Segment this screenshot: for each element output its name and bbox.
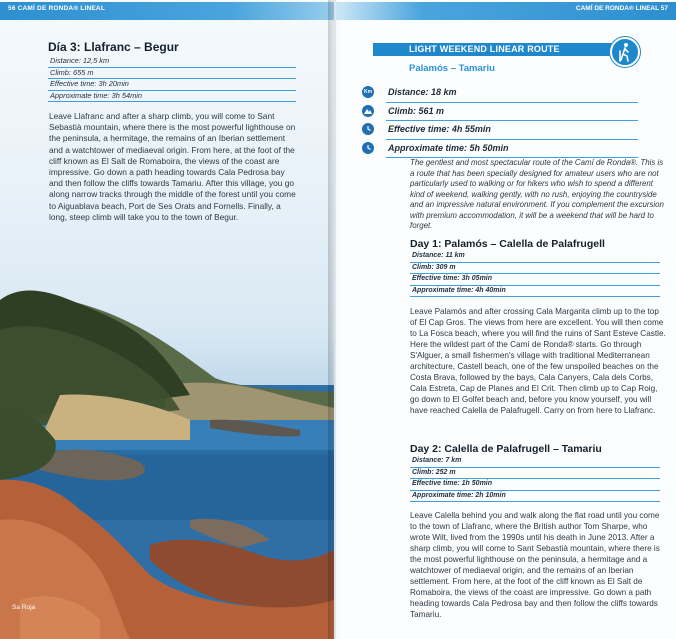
distance-icon: Km xyxy=(362,86,374,98)
summary-approximate-time: Approximate time: 5h 50min xyxy=(386,140,638,159)
summary-climb: Climb: 561 m xyxy=(386,103,638,122)
day1-title: Day 1: Palamós – Calella de Palafrugell xyxy=(410,238,605,250)
day3-approximate-time: Approximate time: 3h 54min xyxy=(48,91,296,103)
day2-effective-time: Effective time: 1h 50min xyxy=(410,479,660,491)
left-header-text: 56 CAMÍ DE RONDA® LINEAL xyxy=(8,5,105,12)
day3-description: Leave Llafranc and after a sharp climb, you will come to Sant Sebastià mountain, where there is the most powerful lighthouse on the peninsula, a hermitage, the remains of an Iberian settlement and a watchtower of mediaeval origin. From here, at the foot of the cliff known as El Salt de Romaboira, the views of the coast are impressive. Go down a path heading towards Cala Pedrosa bay and then follow the cliffs towards Tamariu. After this village, you go along narrow tracks through the middle of the forest until you come to Aiguablava beach, Port de Ses Orats and Fornells. Finally, a long, steep climb will take you to the town of Begur. xyxy=(49,111,296,222)
summary-effective-time: Effective time: 4h 55min xyxy=(386,121,638,140)
day1-description: Leave Palamós and after crossing Cala Margarita climb up to the top of El Cap Gros. The views from here are excellent. You will then come to La Fosca beach, where you will find the ruins of Sant Esteve Castle. Here the wildest part of the Camí de Ronda® starts. Go through S'Alguer, a small fishermen's village with traditional Mediterranean architecture, Castell beach, one of the few unspoiled beaches on the Costa Brava, followed by the bays, Cala Canyers, Cala dels Corbs, Cala Estreta, Cap de Planes and El Crit. Then climb up to Cap Roig, go down to El Golfet beach and, before you know yourself, you will have reached Calella de Palafrugell. Carry on from here to Llafranc. xyxy=(410,307,666,415)
clock-icon xyxy=(362,142,374,154)
book-gutter xyxy=(328,0,342,639)
route-summary xyxy=(363,84,638,158)
running-header-right xyxy=(336,2,676,20)
day2-approximate-time: Approximate time: 2h 10min xyxy=(410,491,660,503)
day3-title: Día 3: Llafranc – Begur xyxy=(48,40,179,54)
day2-description: Leave Calella behind you and walk along the flat road until you come to the town of Llafranc, where the British author Tom Sharpe, who wrote Wilt, lived from the 1990s until his death in June 2013. After a sharp climb, you will come to Sant Sebastià mountain, where there is the most powerful lighthouse on the peninsula, a hermitage and a watchtower of mediaeval origin, and the remains of an Iberian settlement. From here, at the foot of the cliff known as El Salt de Romaboira, the views of the coast are impressive. Go down a path heading towards Cala Pedrosa bay and then follow the cliffs towards Tamariu. xyxy=(410,511,660,619)
route-intro: The gentlest and most spectacular route of the Camí de Ronda®. This is a route that has been specially designed for amateur users who are not particularly used to walking or for hikers who wish to spend a different kind of weekend, walking gently, with no rush, enjoying the countryside and an impressive natural environment. If you complement the excursion with premium accommodation, it will be a weekend that will be hard to forget. xyxy=(410,158,664,230)
day3-distance: Distance: 12,5 km xyxy=(48,56,296,68)
day1-approximate-time: Approximate time: 4h 40min xyxy=(410,286,660,298)
day3-block xyxy=(48,40,296,102)
left-page xyxy=(0,0,334,639)
summary-distance: Km Distance: 18 km xyxy=(386,84,638,103)
day3-climb: Climb: 655 m xyxy=(48,68,296,80)
day2-block xyxy=(410,443,660,502)
day3-effective-time: Effective time: 3h 20min xyxy=(48,79,296,91)
day1-distance: Distance: 11 km xyxy=(410,251,660,263)
day1-effective-time: Effective time: 3h 05min xyxy=(410,274,660,286)
photo-caption: Sa Roja xyxy=(12,604,36,611)
clock-icon xyxy=(362,123,374,135)
hiker-icon xyxy=(610,37,640,67)
day1-climb: Climb: 309 m xyxy=(410,263,660,275)
right-header-text: CAMÍ DE RONDA® LINEAL 57 xyxy=(575,5,668,12)
route-subtitle: Palamós – Tamariu xyxy=(409,63,495,74)
day2-title: Day 2: Calella de Palafrugell – Tamariu xyxy=(410,443,602,455)
route-banner: LIGHT WEEKEND LINEAR ROUTE xyxy=(373,43,637,56)
day2-climb: Climb: 252 m xyxy=(410,468,660,480)
running-header xyxy=(0,2,334,20)
day2-distance: Distance: 7 km xyxy=(410,456,660,468)
right-page xyxy=(336,0,676,639)
mountain-icon xyxy=(362,105,374,117)
day1-block xyxy=(410,238,660,297)
